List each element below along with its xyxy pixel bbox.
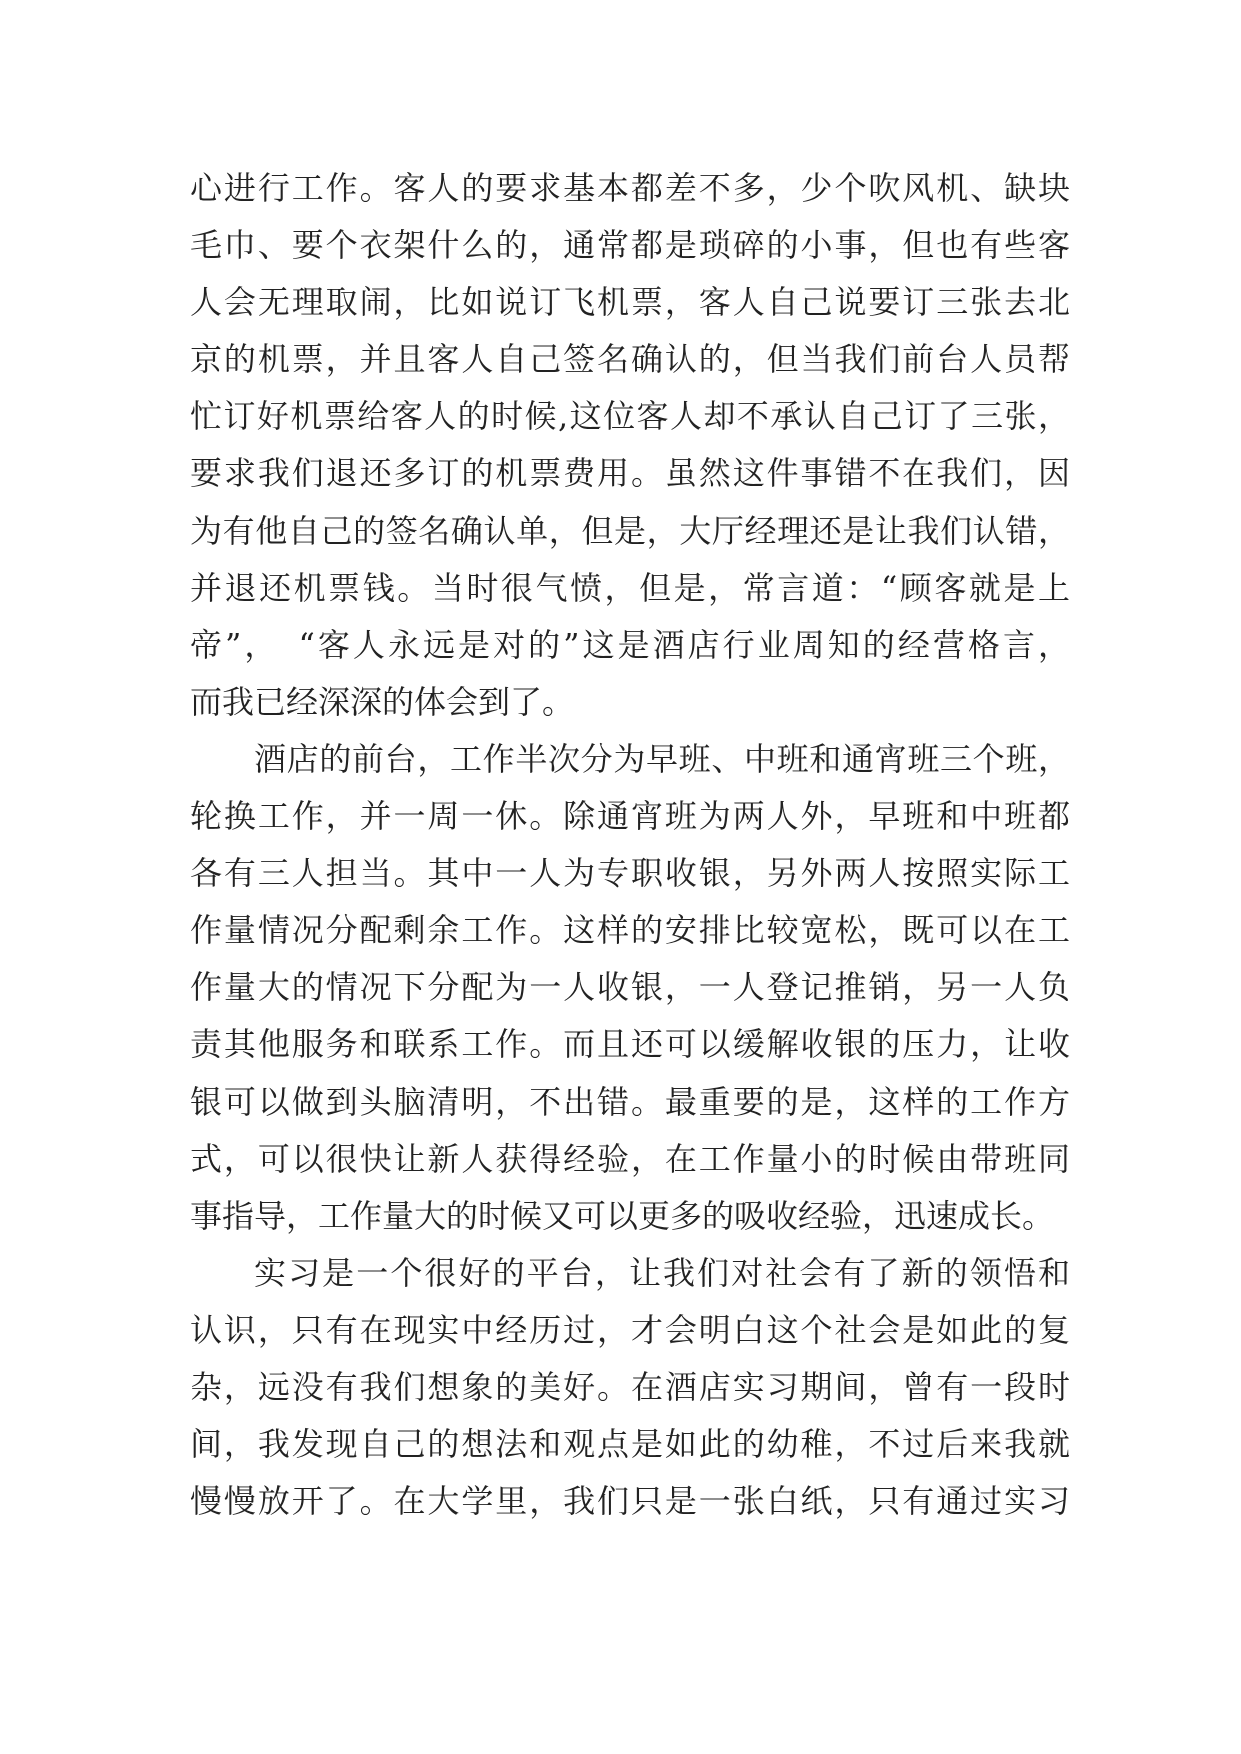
text-line: 作量情况分配剩余工作。这样的安排比较宽松，既可以在工	[190, 911, 1070, 950]
text-line: 责其他服务和联系工作。而且还可以缓解收银的压力，让收	[190, 1025, 1070, 1064]
text-line: 人会无理取闹，比如说订飞机票，客人自己说要订三张去北	[190, 283, 1070, 322]
text-line: 杂，远没有我们想象的美好。在酒店实习期间，曾有一段时	[190, 1367, 1070, 1406]
text-line: 式，可以很快让新人获得经验，在工作量小的时候由带班同	[190, 1139, 1070, 1178]
paragraph-first-line: 实习是一个很好的平台，让我们对社会有了新的领悟和	[254, 1253, 1070, 1292]
text-line: 轮换工作，并一周一休。除通宵班为两人外，早班和中班都	[190, 797, 1070, 836]
text-line: 作量大的情况下分配为一人收银，一人登记推销，另一人负	[190, 968, 1070, 1007]
paragraph-first-line: 酒店的前台，工作半次分为早班、中班和通宵班三个班，	[254, 739, 1070, 778]
body-text	[190, 160, 1070, 1530]
text-line: 并退还机票钱。当时很气愤，但是，常言道：“顾客就是上	[190, 568, 1070, 607]
text-line: 间，我发现自己的想法和观点是如此的幼稚，不过后来我就	[190, 1425, 1070, 1464]
text-line: 各有三人担当。其中一人为专职收银，另外两人按照实际工	[190, 854, 1070, 893]
text-line: 要求我们退还多订的机票费用。虽然这件事错不在我们，因	[190, 454, 1070, 493]
text-line: 认识，只有在现实中经历过，才会明白这个社会是如此的复	[190, 1310, 1070, 1349]
text-line: 毛巾、要个衣架什么的，通常都是琐碎的小事，但也有些客	[190, 226, 1070, 265]
text-line: 为有他自己的签名确认单，但是，大厅经理还是让我们认错，	[190, 511, 1070, 550]
text-line: 忙订好机票给客人的时候,这位客人却不承认自己订了三张，	[190, 397, 1070, 436]
text-line: 事指导，工作量大的时候又可以更多的吸收经验，迅速成长。	[190, 1196, 1055, 1235]
text-line: 京的机票，并且客人自己签名确认的，但当我们前台人员帮	[190, 340, 1070, 379]
text-line: 慢慢放开了。在大学里，我们只是一张白纸，只有通过实习	[190, 1482, 1070, 1521]
text-line: 银可以做到头脑清明，不出错。最重要的是，这样的工作方	[190, 1082, 1070, 1121]
text-line: 而我已经深深的体会到了。	[190, 682, 575, 721]
text-line: 帝”， “客人永远是对的”这是酒店行业周知的经营格言，	[190, 625, 1070, 664]
text-line: 心进行工作。客人的要求基本都差不多，少个吹风机、缺块	[190, 169, 1070, 207]
